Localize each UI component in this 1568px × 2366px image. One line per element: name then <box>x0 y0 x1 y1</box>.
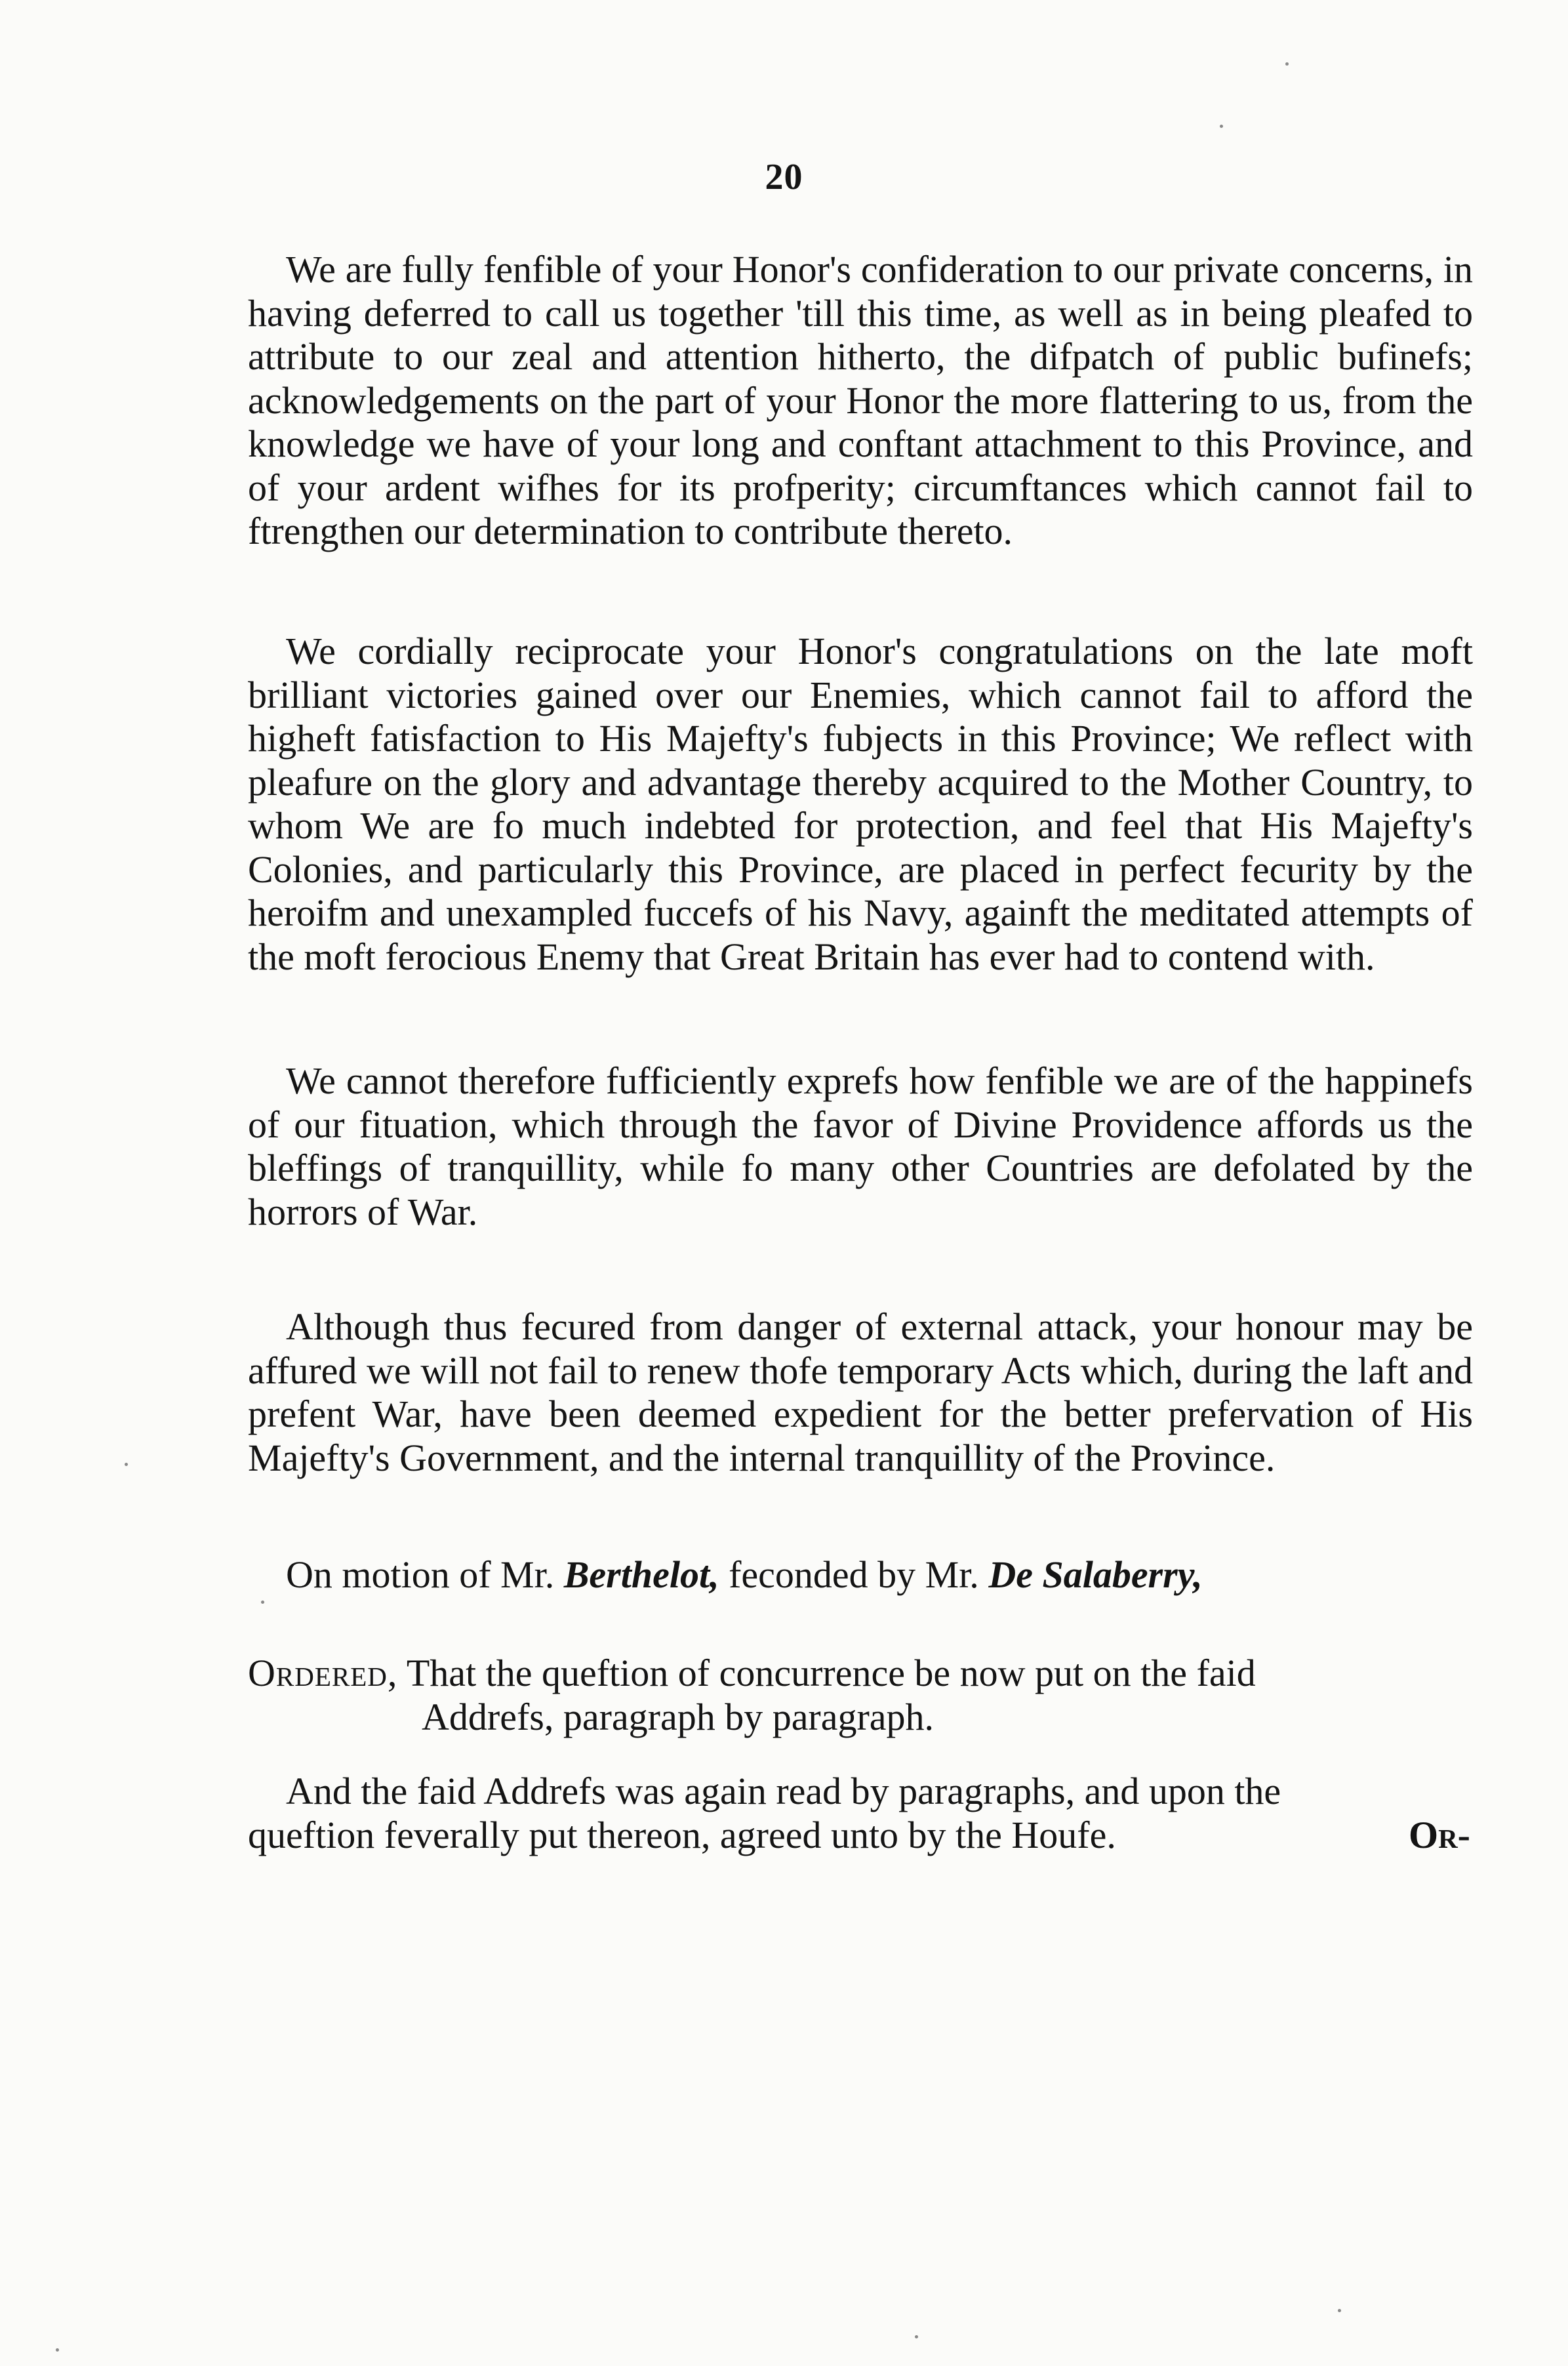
print-speck <box>1338 2309 1341 2312</box>
closing-line-1: And the faid Addrefs was again read by paragraphs, and upon the <box>286 1770 1281 1812</box>
print-speck <box>56 2348 59 2352</box>
motion-line <box>286 1553 1203 1597</box>
paragraph-text: We cordially reciprocate your Honor's congratulations on the late moft brilliant victories gained over our Enemies, which cannot fail to afford the higheft fatisfaction to His Majefty's fubjects in this Province; We reflect with pleafure on the glory and advantage thereby acquired to the Mother Country, to whom We are fo much indebted for protection, and feel that His Majefty's Colonies, and particularly this Province, are placed in perfect fecurity by the heroifm and unexampled fuccefs of his Navy, againft the meditated attempts of the moft ferocious Enemy that Great Britain has ever had to contend with. <box>248 630 1473 978</box>
print-speck <box>1285 62 1289 66</box>
paragraph-1 <box>248 248 1473 554</box>
paragraph-2 <box>248 630 1473 979</box>
print-speck <box>915 2335 918 2338</box>
ordered-line-1: That the queftion of concurrence be now put on the faid <box>397 1652 1256 1694</box>
catchword: Or- <box>1408 1813 1470 1856</box>
paragraph-text: We are fully fenfible of your Honor's confideration to our private concerns, in having deferred to call us together 'till this time, as well as in being pleafed to attribute to our zeal and attention hitherto, the difpatch of public bufinefs; acknowledgements on the part of your Honor the more flattering to us, from the knowledge we have of your long and conftant attachment to this Province, and of your ardent wifhes for its profperity; circumftances which cannot fail to ftrengthen our determination to contribute thereto. <box>248 248 1473 552</box>
ordered-resolution <box>248 1652 1473 1739</box>
page-number: 20 <box>765 157 803 197</box>
motion-prefix: On motion of Mr. <box>286 1553 564 1596</box>
closing-row-1 <box>248 1770 1473 1814</box>
motion-middle: feconded by Mr. <box>719 1553 989 1596</box>
paragraph-4 <box>248 1305 1473 1480</box>
mover-name: Berthelot, <box>563 1553 719 1596</box>
paragraph-text: Although thus fecured from danger of external attack, your honour may be affured we will not fail to renew thofe temporary Acts which, during the laft and prefent War, have been deemed expedient for the better prefervation of His Majefty's Government, and the internal tranquillity of the Province. <box>248 1305 1473 1479</box>
seconder-name: De Salaberry, <box>988 1553 1203 1596</box>
ordered-label: Ordered, <box>248 1652 398 1694</box>
ordered-line-2: Addrefs, paragraph by paragraph. <box>422 1695 935 1738</box>
closing-line-2: queftion feverally put thereon, agreed unto by the Houfe. <box>248 1813 1116 1856</box>
print-speck <box>1220 125 1223 128</box>
paragraph-text: We cannot therefore fufficiently exprefs how fenfible we are of the happinefs of our fituation, which through the favor of Divine Providence affords us the bleffings of tranquillity, while fo many other Countries are defolated by the horrors of War. <box>248 1059 1473 1233</box>
closing-paragraph <box>248 1770 1473 1857</box>
print-speck <box>261 1601 264 1604</box>
closing-row-2 <box>248 1814 1473 1858</box>
print-speck <box>125 1463 128 1466</box>
paragraph-3 <box>248 1059 1473 1234</box>
